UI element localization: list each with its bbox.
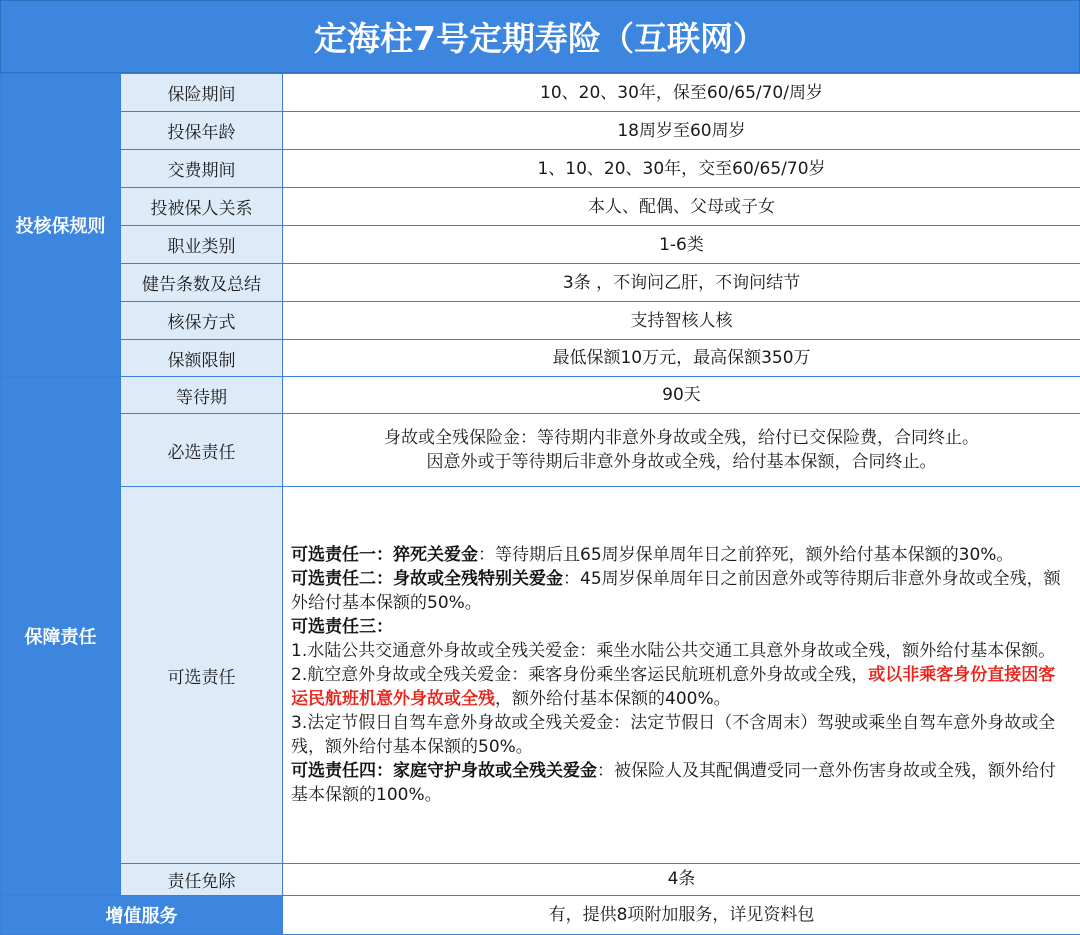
optional-3-item-2-text-a: 2.航空意外身故或全残关爱金：乘客身份乘坐客运民航班机意外身故或全残， xyxy=(291,665,869,686)
section-label-coverage: 保障责任 xyxy=(1,377,121,896)
optional-item-4 xyxy=(291,759,1070,807)
optional-3-item-2 xyxy=(291,663,1070,711)
row-label-exclusion: 责任免除 xyxy=(121,863,283,895)
row-label-waiting: 等待期 xyxy=(121,377,283,414)
table-row xyxy=(1,226,1080,264)
table-row xyxy=(1,414,1080,487)
optional-3-item-2-highlight: 或以非乘客身份直接因客运民航班机意外身故或全残 xyxy=(291,665,1056,710)
product-table xyxy=(0,73,1080,935)
table-row xyxy=(1,264,1080,302)
row-value-waiting: 90天 xyxy=(283,377,1080,414)
optional-1-heading: 可选责任一：猝死关爱金 xyxy=(291,545,478,566)
table-row xyxy=(1,188,1080,226)
optional-3-item-1: 1.水陆公共交通意外身故或全残关爱金：乘坐水陆公共交通工具意外身故或全残，额外给付基本保额。 xyxy=(291,641,1056,662)
row-label: 保额限制 xyxy=(121,340,283,377)
table-row xyxy=(1,863,1080,895)
optional-1-text: ：等待期后且65周岁保单周年日之前猝死，额外给付基本保额的30%。 xyxy=(478,545,1014,566)
row-value-exclusion: 4条 xyxy=(283,863,1080,895)
page-title: 定海柱7号定期寿险（互联网） xyxy=(0,0,1080,73)
row-label: 投保年龄 xyxy=(121,112,283,150)
optional-item-2 xyxy=(291,567,1070,615)
table-row xyxy=(1,487,1080,863)
row-label: 核保方式 xyxy=(121,302,283,340)
optional-4-text: ：被保险人及其配偶遭受同一意外伤害身故或全残，额外给付基本保额的100%。 xyxy=(291,761,1056,806)
row-value: 10、20、30年，保至60/65/70/周岁 xyxy=(283,74,1080,112)
row-value-optional xyxy=(283,487,1080,863)
row-label: 职业类别 xyxy=(121,226,283,264)
row-value: 最低保额10万元，最高保额350万 xyxy=(283,340,1080,377)
row-value: 18周岁至60周岁 xyxy=(283,112,1080,150)
row-label: 保险期间 xyxy=(121,74,283,112)
row-value-mandatory xyxy=(283,414,1080,487)
table-row xyxy=(1,74,1080,112)
row-value: 本人、配偶、父母或子女 xyxy=(283,188,1080,226)
optional-2-heading: 可选责任二：身故或全残特别关爱金 xyxy=(291,569,563,590)
optional-3-heading: 可选责任三： xyxy=(291,617,393,638)
footer-label: 增值服务 xyxy=(1,895,283,934)
row-label-mandatory: 必选责任 xyxy=(121,414,283,487)
table-row xyxy=(1,112,1080,150)
row-value: 1-6类 xyxy=(283,226,1080,264)
row-value: 支持智核人核 xyxy=(283,302,1080,340)
table-row xyxy=(1,340,1080,377)
optional-4-heading: 可选责任四：家庭守护身故或全残关爱金 xyxy=(291,761,597,782)
row-value: 3条 ，不询问乙肝，不询问结节 xyxy=(283,264,1080,302)
mandatory-line-2: 因意外或于等待期后非意外身故或全残，给付基本保额，合同终止。 xyxy=(426,452,937,473)
table-row xyxy=(1,377,1080,414)
mandatory-line-1: 身故或全残保险金：等待期内非意外身故或全残，给付已交保险费，合同终止。 xyxy=(384,428,979,449)
table-row xyxy=(1,302,1080,340)
row-value: 1、10、20、30年，交至60/65/70岁 xyxy=(283,150,1080,188)
table-row xyxy=(1,150,1080,188)
section-label-underwriting: 投核保规则 xyxy=(1,74,121,377)
optional-item-1 xyxy=(291,543,1070,567)
row-label-optional: 可选责任 xyxy=(121,487,283,863)
optional-3-item-3: 3.法定节假日自驾车意外身故或全残关爱金：法定节假日（不含周末）驾驶或乘坐自驾车意外身故或全残，额外给付基本保额的50%。 xyxy=(291,713,1056,758)
optional-2-text: ：45周岁保单周年日之前因意外或等待期后非意外身故或全残，额外给付基本保额的50%。 xyxy=(291,569,1061,614)
row-label: 投被保人关系 xyxy=(121,188,283,226)
footer-value: 有，提供8项附加服务，详见资料包 xyxy=(283,895,1080,934)
row-label: 健告条数及总结 xyxy=(121,264,283,302)
table-row xyxy=(1,895,1080,934)
row-label: 交费期间 xyxy=(121,150,283,188)
optional-3-item-2-text-b: ，额外给付基本保额的400%。 xyxy=(495,689,731,710)
